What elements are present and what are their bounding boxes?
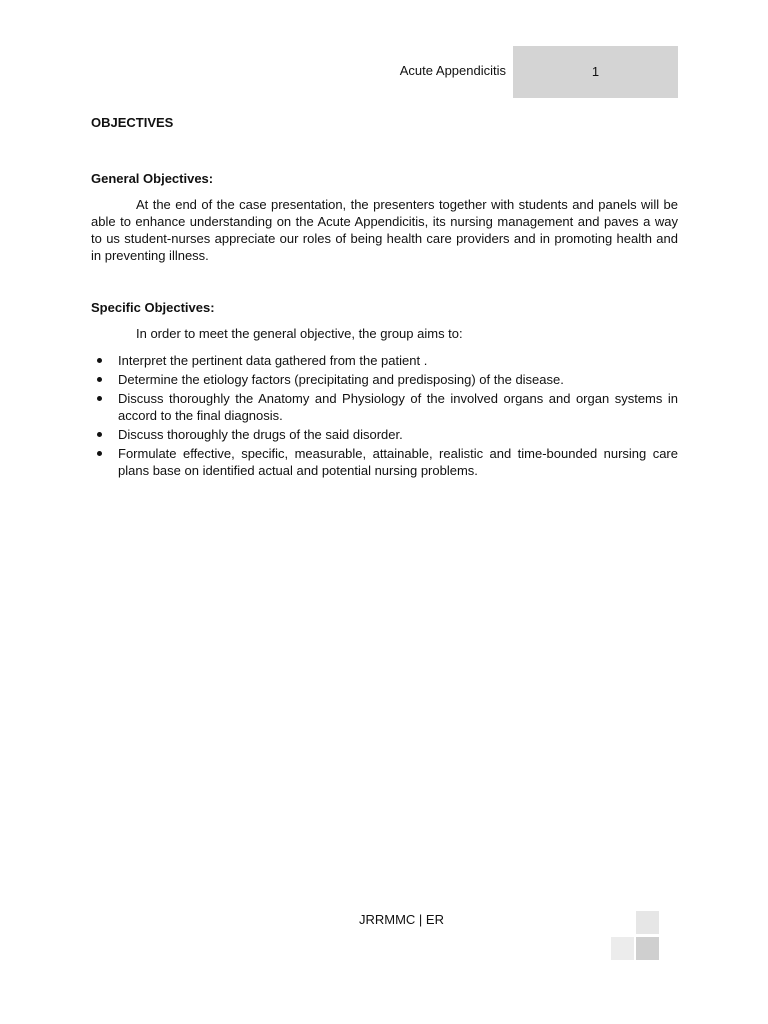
specific-objectives-list xyxy=(91,352,678,479)
specific-objectives-heading: Specific Objectives: xyxy=(91,300,215,315)
footer-text: JRRMMC | ER xyxy=(359,912,444,927)
decor-square-bottom-right xyxy=(636,937,659,960)
list-item: Discuss thoroughly the drugs of the said disorder. xyxy=(91,426,678,443)
list-item: Interpret the pertinent data gathered from the patient . xyxy=(91,352,678,369)
decor-square-top-right xyxy=(636,911,659,934)
decor-square-bottom-left xyxy=(611,937,634,960)
list-item: Formulate effective, specific, measurable, attainable, realistic and time-bounded nursing care plans base on identified actual and potential nursing problems. xyxy=(91,445,678,479)
page-number: 1 xyxy=(591,64,600,79)
document-body xyxy=(91,114,678,481)
footer-squares-decoration xyxy=(611,911,659,960)
document-title: OBJECTIVES xyxy=(91,115,174,130)
page-number-box xyxy=(513,46,678,98)
specific-objectives-intro: In order to meet the general objective, the group aims to: xyxy=(136,326,463,341)
list-item: Determine the etiology factors (precipitating and predisposing) of the disease. xyxy=(91,371,678,388)
header-title: Acute Appendicitis xyxy=(399,63,506,78)
list-item: Discuss thoroughly the Anatomy and Physiology of the involved organs and organ systems in accord to the final diagnosis. xyxy=(91,390,678,424)
general-objectives-heading: General Objectives: xyxy=(91,171,214,186)
general-objectives-paragraph: At the end of the case presentation, the presenters together with students and panels will be able to enhance understanding on the Acute Appendicitis, its nursing management and paves a way to us student-nurses appreciate our roles of being health care providers and in promoting health and in preventing illness. xyxy=(91,197,678,263)
